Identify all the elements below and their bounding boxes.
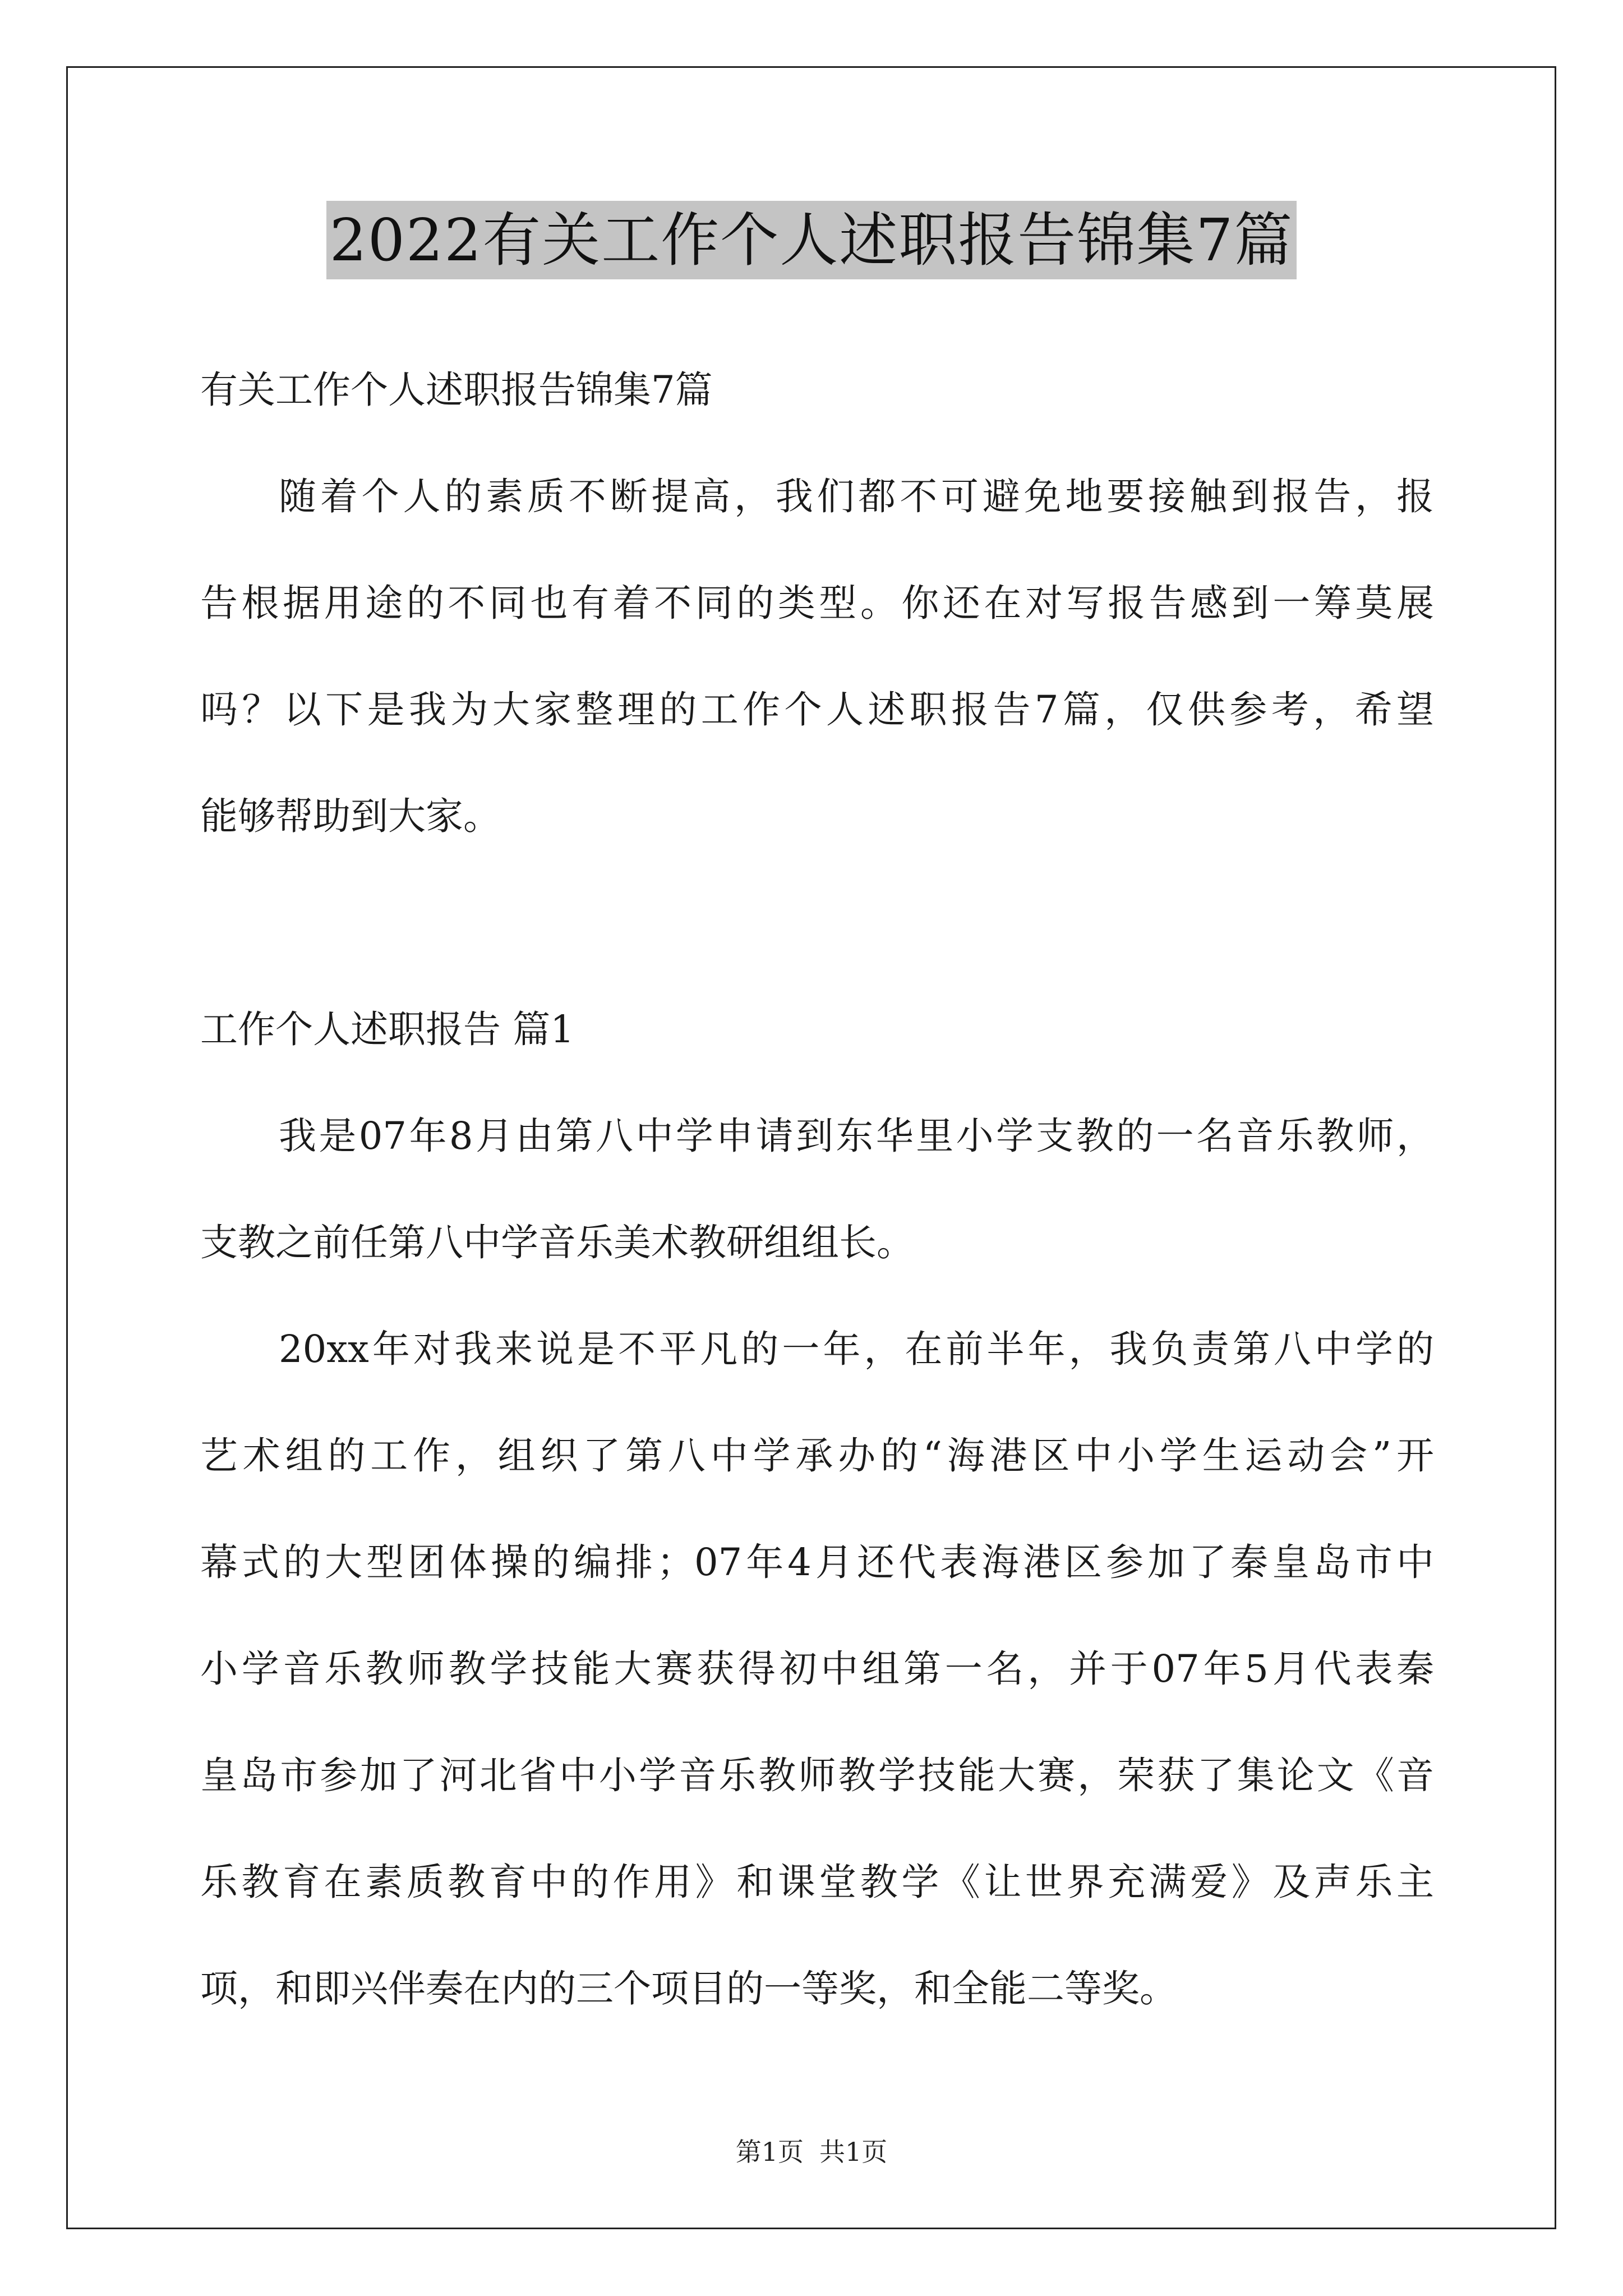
paragraph-2 <box>200 1296 1434 2042</box>
spacer <box>200 869 1434 976</box>
paragraph-1 <box>200 1083 1434 1296</box>
paragraph-line: 支教之前任第八中学音乐美术教研组组长。 <box>200 1221 914 1264</box>
paragraph-line: 我是07年8月由第八中学申请到东华里小学支教的一名音乐教师， <box>279 1114 1434 1158</box>
paragraph-line: 20xx年对我来说是不平凡的一年，在前半年，我负责第八中学的 <box>279 1327 1434 1371</box>
paragraph-line: 随着个人的素质不断提高，我们都不可避免地要接触到报告，报 <box>279 475 1434 518</box>
page-number: 第1页 <box>735 2137 804 2167</box>
paragraph-line: 项，和即兴伴奏在内的三个项目的一等奖，和全能二等奖。 <box>200 1967 1177 2010</box>
page-footer <box>0 2135 1623 2169</box>
paragraph-line: 小学音乐教师教学技能大赛获得初中组第一名，并于07年5月代表秦 <box>200 1647 1434 1691</box>
paragraph-line: 吗？以下是我为大家整理的工作个人述职报告7篇，仅供参考，希望 <box>200 688 1434 731</box>
paragraph-line: 乐教育在素质教育中的作用》和课堂教学《让世界充满爱》及声乐主 <box>200 1860 1434 1904</box>
intro-paragraph <box>200 443 1434 869</box>
paragraph-line: 艺术组的工作，组织了第八中学承办的“海港区中小学生运动会”开 <box>200 1434 1434 1478</box>
paragraph-line: 皇岛市参加了河北省中小学音乐教师教学技能大赛，荣获了集论文《音 <box>200 1754 1434 1797</box>
document-title: 2022有关工作个人述职报告锦集7篇 <box>326 201 1297 279</box>
document-subtitle: 有关工作个人述职报告锦集7篇 <box>200 368 713 412</box>
section-heading: 工作个人述职报告 篇1 <box>200 1007 574 1051</box>
document-body <box>200 337 1434 2042</box>
paragraph-line: 幕式的大型团体操的编排；07年4月还代表海港区参加了秦皇岛市中 <box>200 1540 1434 1584</box>
title-container <box>0 201 1623 279</box>
paragraph-line: 能够帮助到大家。 <box>200 794 501 838</box>
paragraph-line: 告根据用途的不同也有着不同的类型。你还在对写报告感到一筹莫展 <box>200 581 1434 625</box>
page-total: 共1页 <box>819 2137 888 2167</box>
